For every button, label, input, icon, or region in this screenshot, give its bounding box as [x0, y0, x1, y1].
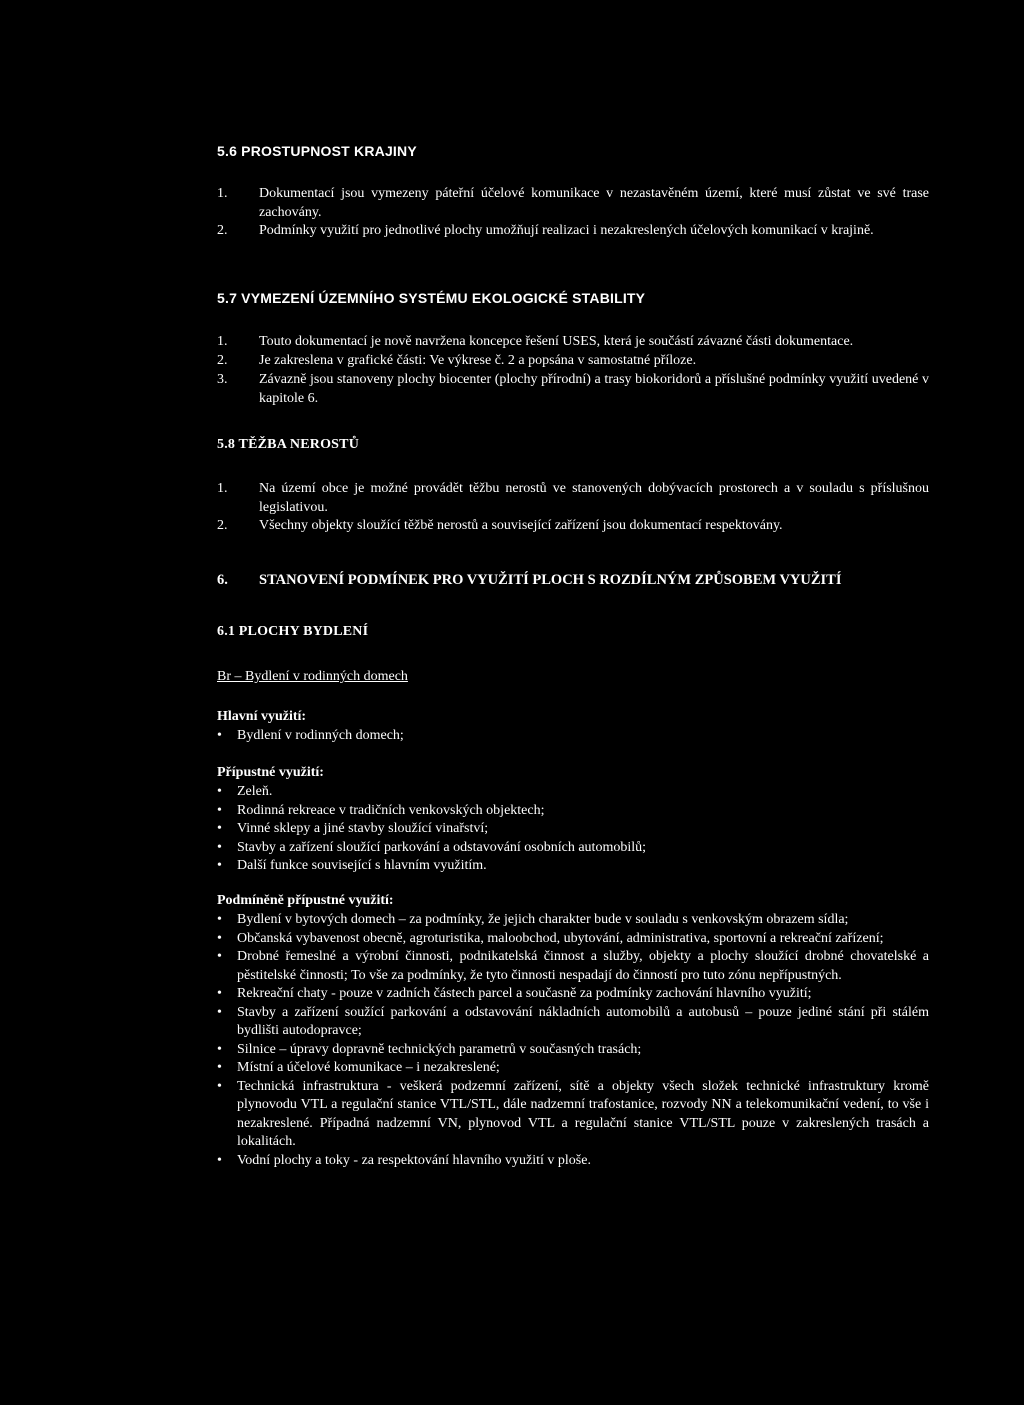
main-use-list [217, 727, 929, 746]
list-item: • Stavby a zařízení sloužící parkování a odstavování osobních automobilů; [217, 839, 929, 858]
item-number: 2. [217, 518, 228, 533]
main-use-label: Hlavní využití: [217, 709, 307, 724]
item-number: 2. [217, 353, 228, 368]
list-item: • Občanská vybavenost obecně, agroturistika, maloobchod, ubytování, administrativa, sportovní a rekreační zařízení; [217, 930, 929, 949]
conditional-use-label: Podmíněně přípustné využití: [217, 893, 394, 908]
list-item: • Zeleň. [217, 783, 929, 802]
item-number: 1. [217, 481, 228, 496]
list-item: • Technická infrastruktura - veškerá podzemní zařízení, sítě a objekty všech složek technické infrastruktury kromě plynovodu VTL a regulační stanice VTL/STL, dále nadzemní trafostanice, rozvody NN a telekomunikační vedení, to vše i nezakreslené. Případná nadzemní VN, plynovod VTL a regulační stanice VTL/STL pouze v zakreslených trasách a lokalitách. [217, 1078, 929, 1152]
list-item: • Bydlení v bytových domech – za podmínky, že jejich charakter bude v souladu s venkovským obrazem sídla; [217, 911, 929, 930]
list-item: • Rodinná rekreace v tradičních venkovských objektech; [217, 802, 929, 821]
permitted-use-list [217, 783, 929, 876]
section-6-1-title: 6.1 PLOCHY BYDLENÍ [217, 624, 369, 639]
section-5-6-title: 5.6 PROSTUPNOST KRAJINY [217, 143, 417, 159]
list-item: • Bydlení v rodinných domech; [217, 727, 929, 746]
list-item: • Rekreační chaty - pouze v zadních částech parcel a současně za podmínky zachování hlavního využití; [217, 985, 929, 1004]
item-text: Závazně jsou stanoveny plochy biocenter (plochy přírodní) a trasy biokoridorů a příslušné podmínky využití uvedené v kapitole 6. [259, 372, 929, 406]
item-text: Dokumentací jsou vymezeny páteřní účelové komunikace v nezastavěném území, které musí zůstat ve své trase zachovány. [259, 186, 929, 220]
item-number: 1. [217, 334, 228, 349]
item-text: Je zakreslena v grafické části: Ve výkrese č. 2 a popsána v samostatné příloze. [259, 353, 697, 368]
list-item: • Místní a účelové komunikace – i nezakreslené; [217, 1059, 929, 1078]
list-item: • Silnice – úpravy dopravně technických parametrů v současných trasách; [217, 1041, 929, 1060]
section-5-7-title: 5.7 VYMEZENÍ ÚZEMNÍHO SYSTÉMU EKOLOGICKÉ STABILITY [217, 290, 646, 306]
list-item: • Další funkce související s hlavním využitím. [217, 857, 929, 876]
item-number: 1. [217, 186, 228, 201]
item-text: Na území obce je možné provádět těžbu nerostů ve stanovených dobývacích prostorech a v souladu s příslušnou legislativou. [259, 481, 929, 515]
chapter-6-title [217, 572, 842, 589]
item-number: 3. [217, 372, 228, 387]
chapter-title-text: STANOVENÍ PODMÍNEK PRO VYUŽITÍ PLOCH S ROZDÍLNÝM ZPŮSOBEM VYUŽITÍ [259, 572, 842, 588]
section-5-8-title: 5.8 TĚŽBA NEROSTŮ [217, 437, 360, 452]
list-item: • Stavby a zařízení soužící parkování a odstavování nákladních automobilů a autobusů – pouze jediné stání při stálém bydlišti autodopravce; [217, 1004, 929, 1041]
list-item: • Vinné sklepy a jiné stavby sloužící vinařství; [217, 820, 929, 839]
item-text: Podmínky využití pro jednotlivé plochy umožňují realizaci i nezakreslených účelových komunikací v krajině. [259, 223, 874, 238]
item-text: Všechny objekty sloužící těžbě nerostů a související zařízení jsou dokumentací respektovány. [259, 518, 783, 533]
list-item: • Vodní plochy a toky - za respektování hlavního využití v ploše. [217, 1152, 929, 1171]
conditional-use-list [217, 911, 929, 1170]
br-zone-title: Br – Bydlení v rodinných domech [217, 669, 408, 684]
item-text: Touto dokumentací je nově navržena koncepce řešení USES, která je součástí závazné části dokumentace. [259, 334, 854, 349]
item-number: 2. [217, 223, 228, 238]
list-item: • Drobné řemeslné a výrobní činnosti, podnikatelská činnost a služby, objekty a plochy sloužící drobné chovatelské a pěstitelské činnosti; To vše za podmínky, že tyto činnosti nespadají do činností pro tuto zónu nepřípustných. [217, 948, 929, 985]
permitted-use-label: Přípustné využití: [217, 765, 324, 780]
chapter-number: 6. [217, 572, 228, 588]
